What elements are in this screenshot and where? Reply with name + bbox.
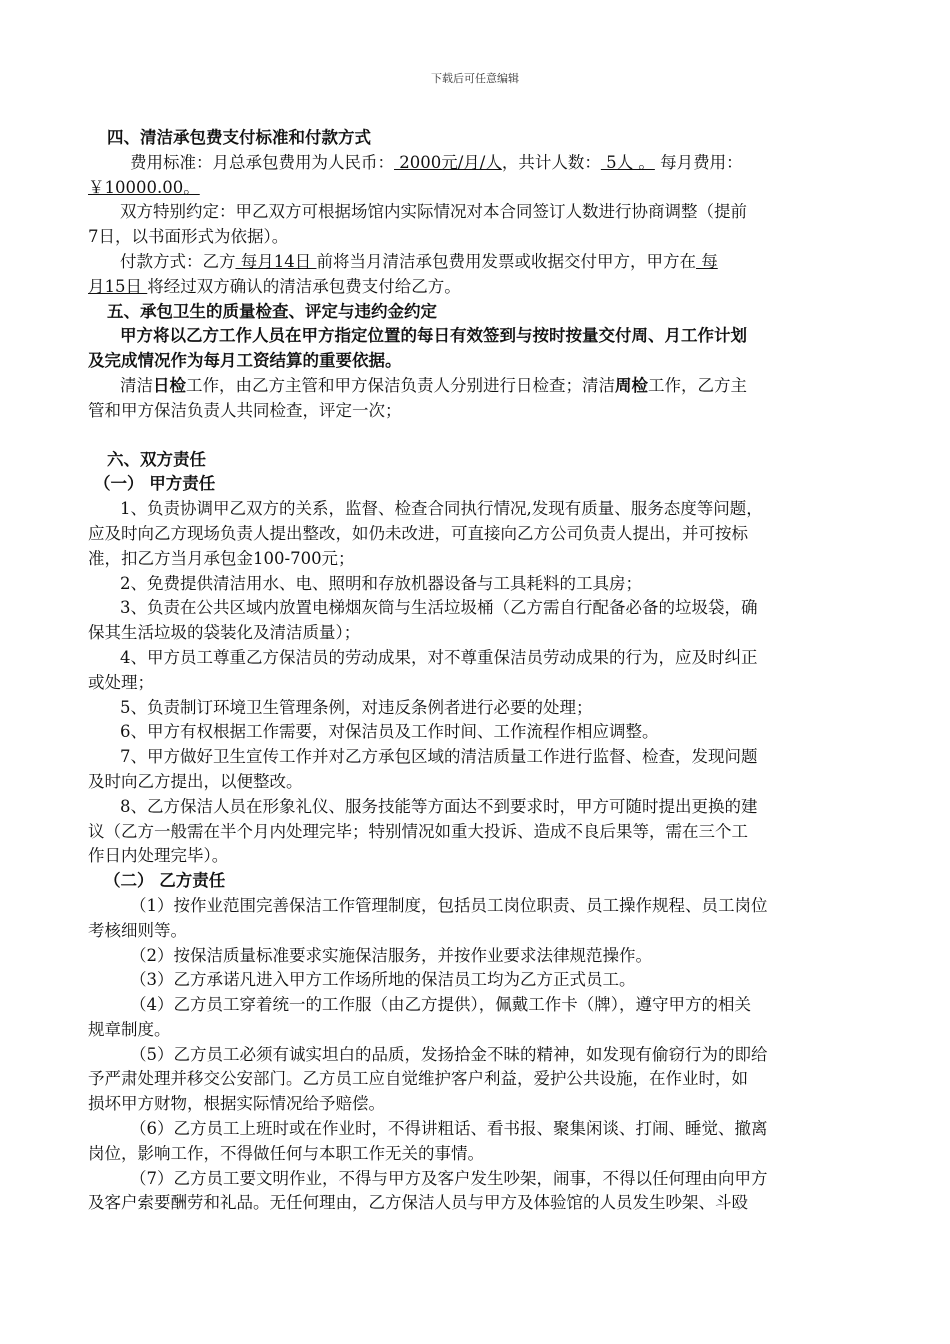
weekly-check-term: 周检: [615, 375, 648, 395]
pay-date-2b: 月15日: [88, 276, 148, 296]
party-a-line: 应及时向乙方现场负责人提出整改，如仍未改进，可直接向乙方公司负责人提出，并可按标: [88, 523, 748, 543]
section-5-title: 五、承包卫生的质量检查、评定与违约金约定: [107, 301, 437, 321]
party-a-line: 保其生活垃圾的袋装化及清洁质量）；: [88, 623, 361, 643]
party-a-line: 及时向乙方提出，以便整改。: [88, 771, 303, 791]
pay-prefix: 付款方式：乙方: [120, 251, 236, 271]
party-a-line: 6、甲方有权根据工作需要，对保洁员及工作时间、工作流程作相应调整。: [120, 722, 659, 742]
payment-line-1: [88, 250, 873, 275]
party-b-line: （6）乙方员工上班时或在作业时，不得讲粗话、看书报、聚集闲谈、打闹、睡觉、撤离: [130, 1119, 768, 1139]
party-b-line: 规章制度。: [88, 1019, 171, 1039]
daily-check-term: 日检: [153, 375, 186, 395]
party-b-line: （4）乙方员工穿着统一的工作服（由乙方提供），佩戴工作卡（牌），遵守甲方的相关: [130, 995, 751, 1015]
party-a-line: 作日内处理完毕）。: [88, 846, 229, 866]
party-a-title: （一） 甲方责任: [94, 474, 216, 494]
special-agreement-line-1: 双方特别约定：甲乙双方可根据场馆内实际情况对本合同签订人数进行协商调整（提前: [120, 202, 747, 222]
party-a-line: 2、免费提供清洁用水、电、照明和存放机器设备与工具耗料的工具房；: [120, 573, 642, 593]
fee-count: 5人 。: [600, 152, 655, 172]
party-b-line: （2）按保洁质量标准要求实施保洁服务，并按作业要求法律规范操作。: [130, 945, 652, 965]
inspection-line-1: [88, 374, 873, 399]
section-4-title: 四、清洁承包费支付标准和付款方式: [107, 128, 371, 147]
section-5-bold-line-1: 甲方将以乙方工作人员在甲方指定位置的每日有效签到与按时按量交付周、月工作计划: [120, 326, 747, 346]
fee-value: 2000元/月/人: [394, 152, 502, 172]
section-6-title: 六、双方责任: [107, 449, 206, 469]
party-a-line: 5、负责制订环境卫生管理条例，对违反条例者进行必要的处理；: [120, 697, 593, 717]
pay-date-1: 每月14日: [235, 251, 317, 271]
fee-mid: ，共计人数：: [501, 152, 601, 172]
section-5-bold-line-2: 及完成情况作为每月工资结算的重要依据。: [88, 351, 402, 371]
party-b-line: 损坏甲方财物，根据实际情况给予赔偿。: [88, 1094, 385, 1114]
party-a-line: 4、甲方员工尊重乙方保洁员的劳动成果，对不尊重保洁员劳动成果的行为，应及时纠正: [120, 647, 758, 667]
spacer: [88, 424, 873, 448]
party-a-line: 议（乙方一般需在半个月内处理完毕；特别情况如重大投诉、造成不良后果等，需在三个工: [88, 821, 748, 841]
pay-date-2a: 每: [696, 251, 718, 271]
fee-prefix: 费用标准：月总承包费用为人民币：: [130, 152, 394, 172]
party-a-line: 3、负责在公共区域内放置电梯烟灰筒与生活垃圾桶（乙方需自行配备必备的垃圾袋，确: [120, 598, 758, 618]
party-b-title: （二） 乙方责任: [104, 871, 226, 891]
party-b-line: （7）乙方员工要文明作业，不得与甲方及客户发生吵架，闹事，不得以任何理由向甲方: [130, 1168, 768, 1188]
payment-line-2: [88, 275, 873, 300]
fee-total-line: [88, 176, 873, 201]
check-text-e: 工作，乙方主: [648, 375, 747, 395]
inspection-line-2: 管和甲方保洁负责人共同检查，评定一次；: [88, 400, 402, 420]
party-b-line: 及客户索要酬劳和礼品。无任何理由，乙方保洁人员与甲方及体验馆的人员发生吵架、斗殴: [88, 1193, 748, 1213]
party-a-line: 7、甲方做好卫生宣传工作并对乙方承包区域的清洁质量工作进行监督、检查，发现问题: [120, 747, 758, 767]
fee-total: ￥10000.00。: [88, 177, 200, 197]
party-a-line: 8、乙方保洁人员在形象礼仪、服务技能等方面达不到要求时，甲方可随时提出更换的建: [120, 796, 758, 816]
check-text-a: 清洁: [120, 375, 153, 395]
pay-tail: 将经过双方确认的清洁承包费支付给乙方。: [147, 276, 461, 296]
page-header: 下载后可任意编辑: [431, 72, 519, 85]
party-a-line: 准，扣乙方当月承包金100-700元；: [88, 548, 355, 568]
party-b-line: 予严肃处理并移交公安部门。乙方员工应自觉维护客户利益，爱护公共设施，在作业时，如: [88, 1069, 748, 1089]
party-b-line: （1）按作业范围完善保洁工作管理制度，包括员工岗位职责、员工操作规程、员工岗位: [130, 895, 768, 915]
fee-tail: 每月费用：: [654, 152, 743, 172]
special-agreement-line-2: 7日，以书面形式为依据）。: [88, 227, 289, 247]
party-b-line: （5）乙方员工必须有诚实坦白的品质，发扬拾金不昧的精神，如发现有偷窃行为的即给: [130, 1044, 768, 1064]
party-a-line: 1、负责协调甲乙双方的关系，监督、检查合同执行情况,发现有质量、服务态度等问题，: [120, 499, 763, 519]
party-b-line: （3）乙方承诺凡进入甲方工作场所地的保洁员工均为乙方正式员工。: [130, 970, 636, 990]
pay-mid: 前将当月清洁承包费用发票或收据交付甲方，甲方在: [316, 251, 696, 271]
party-b-line: 考核细则等。: [88, 920, 187, 940]
party-b-line: 岗位，影响工作，不得做任何与本职工作无关的事情。: [88, 1143, 484, 1163]
check-text-c: 工作，由乙方主管和甲方保洁负责人分别进行日检查；清洁: [186, 375, 615, 395]
party-a-line: 或处理；: [88, 672, 154, 692]
document-body: [88, 126, 873, 1216]
fee-standard-line: [88, 151, 873, 176]
